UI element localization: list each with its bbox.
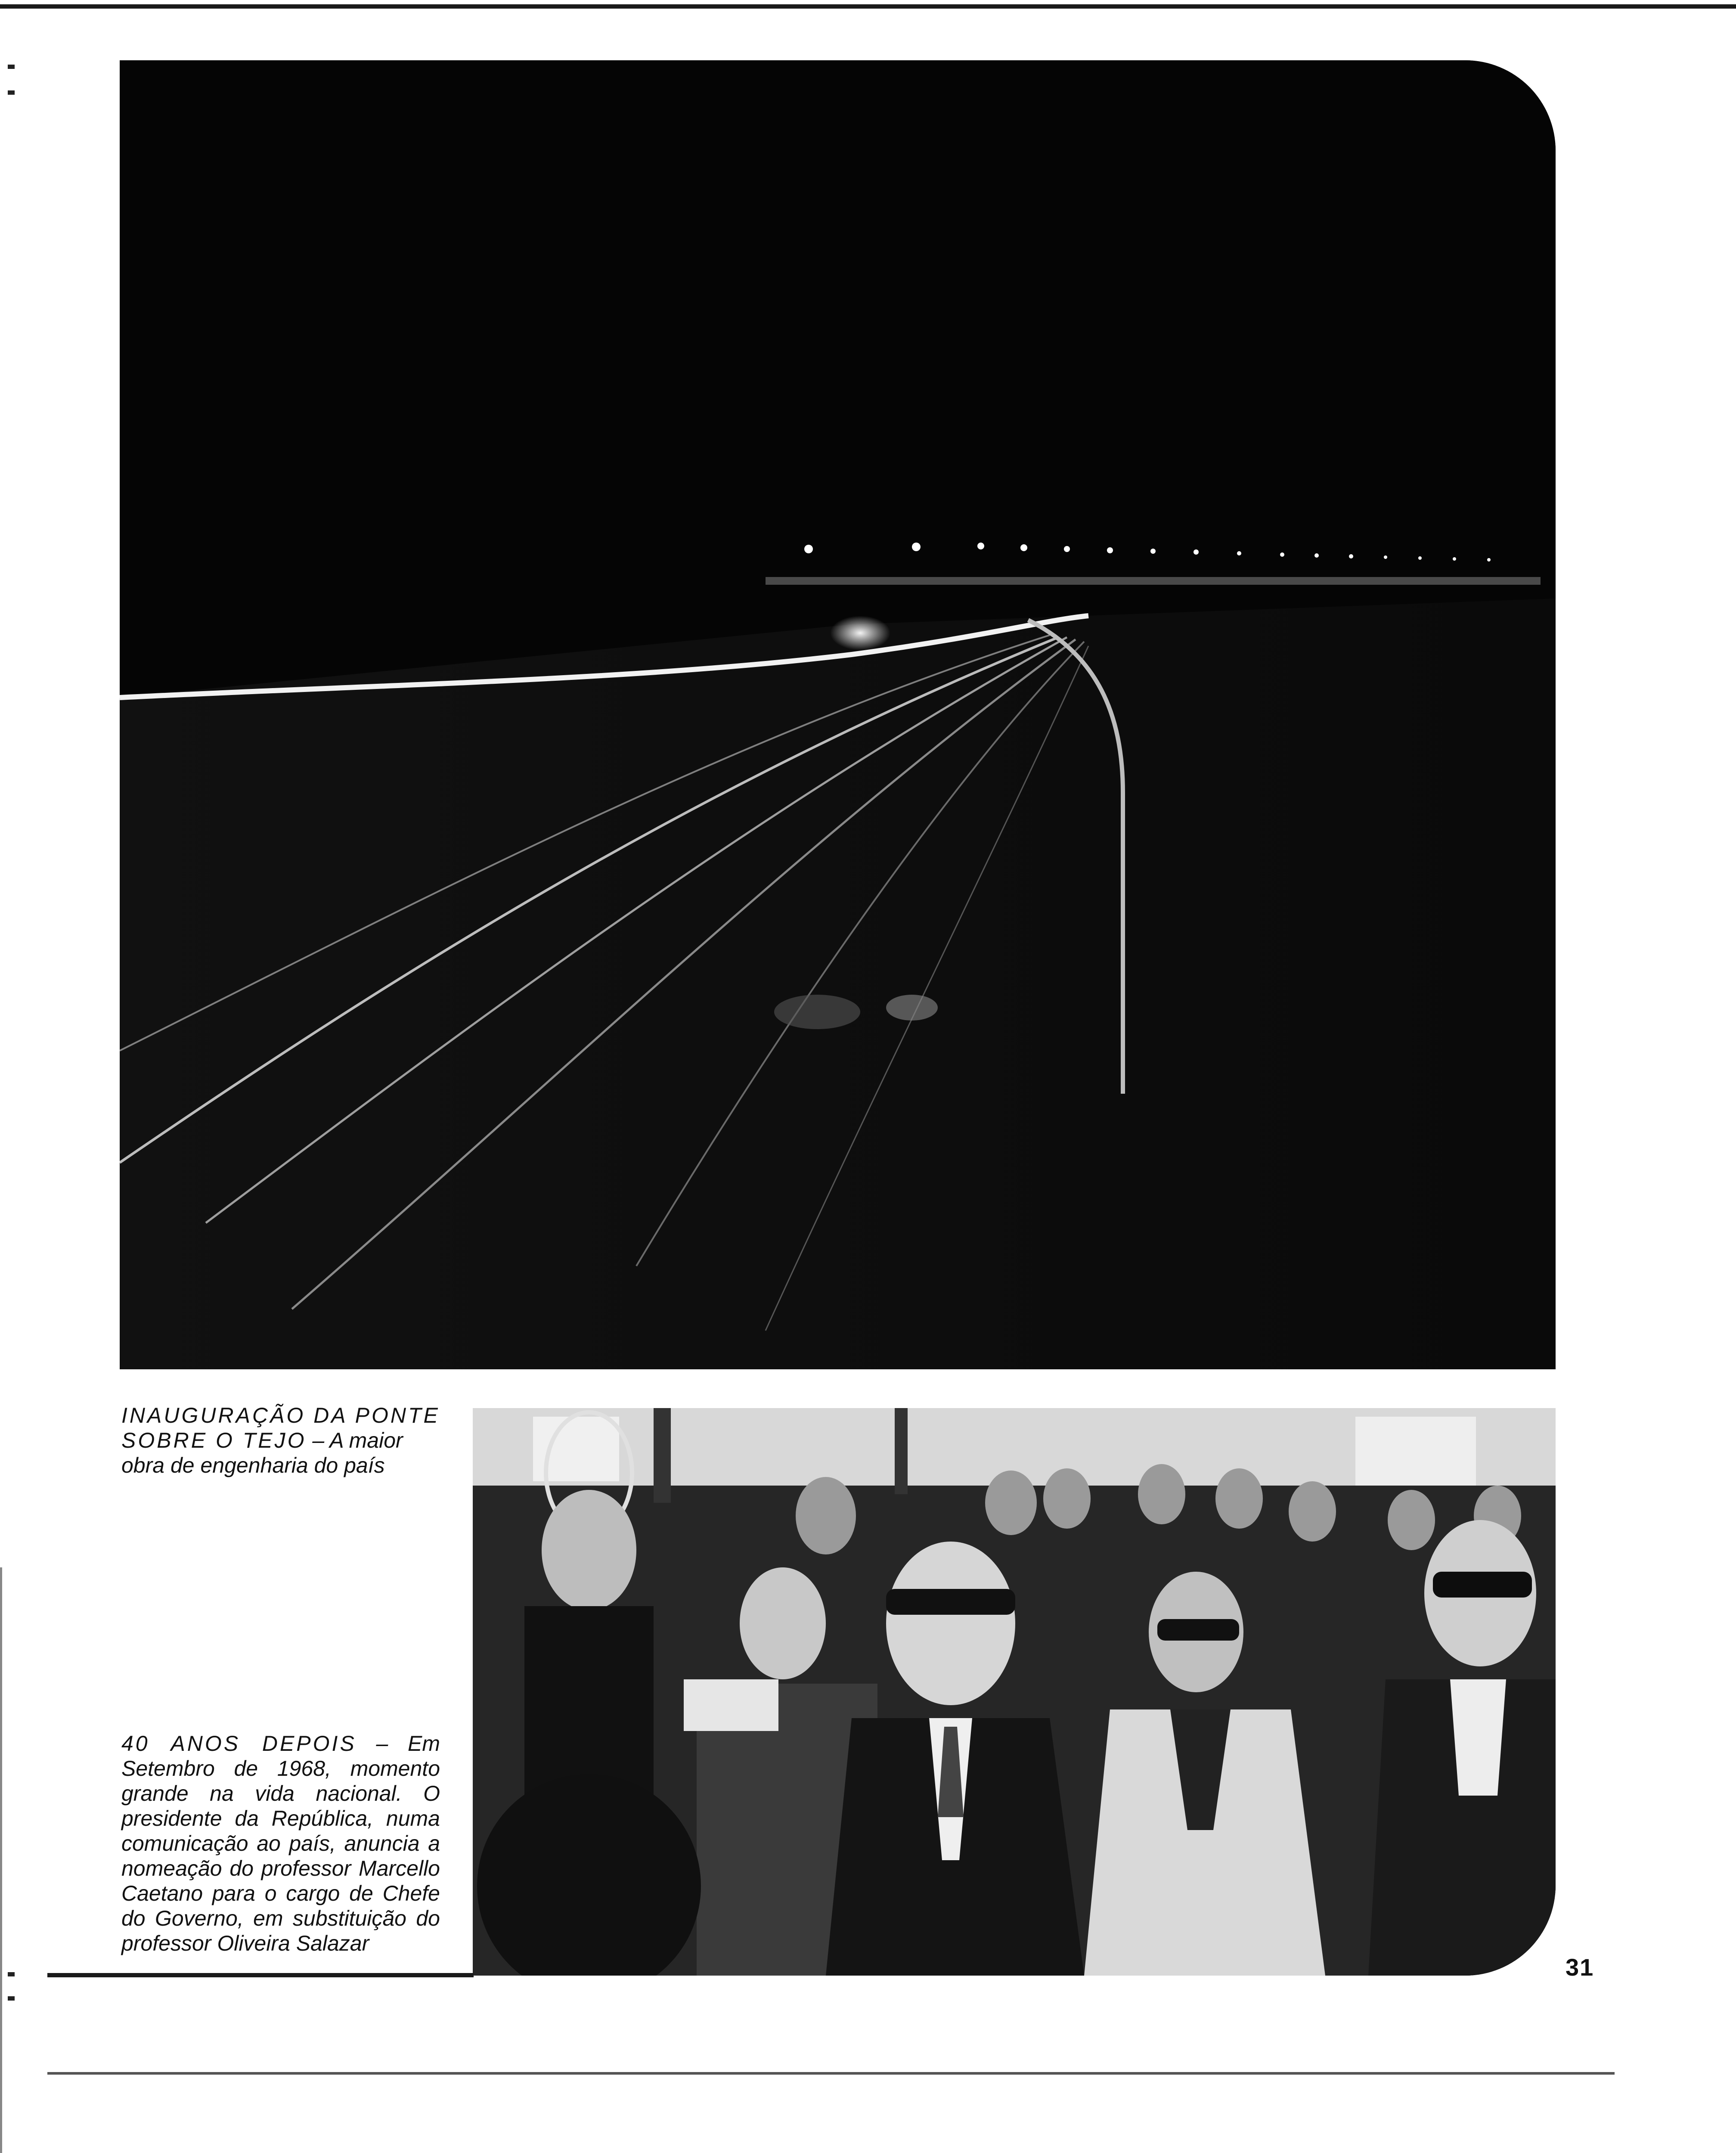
headlight-glow xyxy=(830,616,890,650)
priest-face xyxy=(542,1490,636,1610)
margin-tick xyxy=(8,1996,15,2001)
page-number: 31 xyxy=(1566,1954,1594,1981)
margin-tick xyxy=(8,1972,15,1976)
caption-dash: – xyxy=(356,1731,408,1756)
bridge-caption-text: A maior obra de engenharia do país xyxy=(121,1428,403,1477)
bridge-deck xyxy=(120,599,1556,1369)
woman-face xyxy=(740,1567,826,1679)
caption-divider xyxy=(47,1973,474,1977)
glasses xyxy=(886,1589,1015,1615)
scan-bottom-rule xyxy=(47,2072,1615,2075)
car-blur xyxy=(774,995,860,1029)
bridge-night-photo xyxy=(120,60,1556,1369)
anniversary-caption-text: Em Setembro de 1968, momento grande na vida nacional. O presidente da República, numa comunicação ao país, anuncia a nomeação do professor Marcello Caetano para o cargo de Chefe do Governo, em substituição do professor Oliveira Salazar xyxy=(121,1731,440,1955)
central-man-face xyxy=(886,1542,1015,1705)
scan-edge xyxy=(0,1567,2,2153)
bridge-caption xyxy=(121,1403,440,1478)
bridge-caption-title: INAUGURAÇÃO DA PONTE SOBRE O TEJO xyxy=(121,1403,440,1452)
car-blur xyxy=(886,995,938,1021)
margin-tick xyxy=(8,90,15,95)
bridge-night-image xyxy=(120,60,1556,1369)
caption-dash: – xyxy=(306,1428,330,1452)
anniversary-caption xyxy=(121,1731,440,1956)
far-bridge-lights xyxy=(766,577,1541,585)
anniversary-caption-title: 40 ANOS DEPOIS xyxy=(121,1731,356,1756)
crowd-photo xyxy=(473,1408,1556,1976)
top-border xyxy=(0,4,1736,9)
crowd-image xyxy=(473,1408,1556,1976)
margin-tick xyxy=(8,65,15,69)
